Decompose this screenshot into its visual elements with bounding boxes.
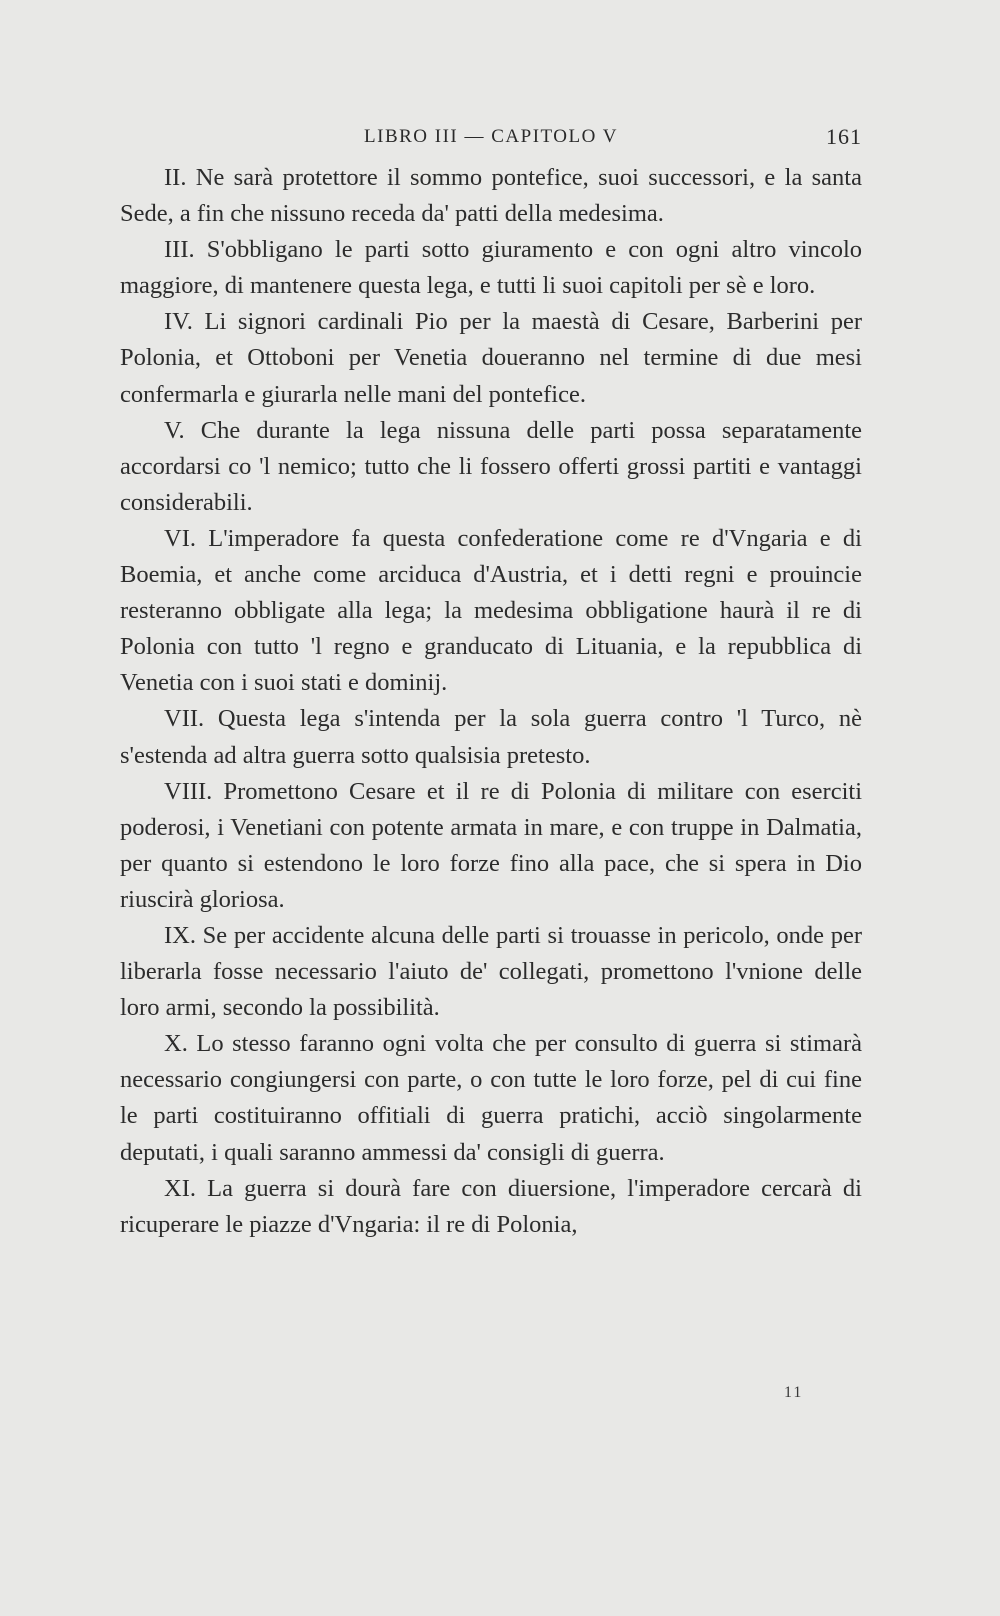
article-x: X. Lo stesso faranno ogni volta che per consulto di guerra si stimarà necessario congiungersi con parte, o con tutte le loro forze, pel di cui fine le parti costituiranno offitiali di guerra pratichi, acciò singolarmente deputati, i quali saranno ammessi da' consigli di guerra.: [120, 1030, 862, 1166]
running-head: LIBRO III — CAPITOLO V: [364, 126, 618, 147]
page-header: [120, 124, 862, 154]
page-number: 161: [826, 124, 862, 149]
body-text: [120, 160, 862, 1243]
article-xi: XI. La guerra si dourà fare con diuersione, l'imperadore cercarà di ricuperare le piazze d'Vngaria: il re di Polonia,: [120, 1174, 862, 1238]
article-ii: II. Ne sarà protettore il sommo pontefice, suoi successori, e la santa Sede, a fin che nissuno receda da' patti della medesima.: [120, 164, 862, 228]
article-vii: VII. Questa lega s'intenda per la sola guerra contro 'l Turco, nè s'estenda ad altra guerra sotto qualsisia pretesto.: [120, 705, 862, 769]
article-viii: VIII. Promettono Cesare et il re di Polonia di militare con eserciti poderosi, i Venetiani con potente armata in mare, e con truppe in Dalmatia, per quanto si estendono le loro forze fino alla pace, che si spera in Dio riuscirà gloriosa.: [120, 777, 862, 913]
article-vi: VI. L'imperadore fa questa confederatione come re d'Vngaria e di Boemia, et anche come arciduca d'Austria, et i detti regni e prouincie resteranno obbligate alla lega; la medesima obbligatione haurà il re di Polonia con tutto 'l regno e granducato di Lituania, e la repubblica di Venetia con i suoi stati e dominij.: [120, 524, 862, 697]
article-iii: III. S'obbligano le parti sotto giuramento e con ogni altro vincolo maggiore, di mantenere questa lega, e tutti li suoi capitoli per sè e loro.: [120, 236, 862, 300]
article-v: V. Che durante la lega nissuna delle parti possa separatamente accordarsi co 'l nemico; tutto che li fossero offerti grossi partiti e vantaggi considerabili.: [120, 416, 862, 516]
signature-mark: 11: [784, 1384, 804, 1401]
article-ix: IX. Se per accidente alcuna delle parti si trouasse in pericolo, onde per liberarla fosse necessario l'aiuto de' collegati, promettono l'vnione delle loro armi, secondo la possibilità.: [120, 921, 862, 1022]
article-iv: IV. Li signori cardinali Pio per la maestà di Cesare, Barberini per Polonia, et Ottoboni per Venetia doueranno nel termine di due mesi confermarla e giurarla nelle mani del pontefice.: [120, 308, 862, 408]
